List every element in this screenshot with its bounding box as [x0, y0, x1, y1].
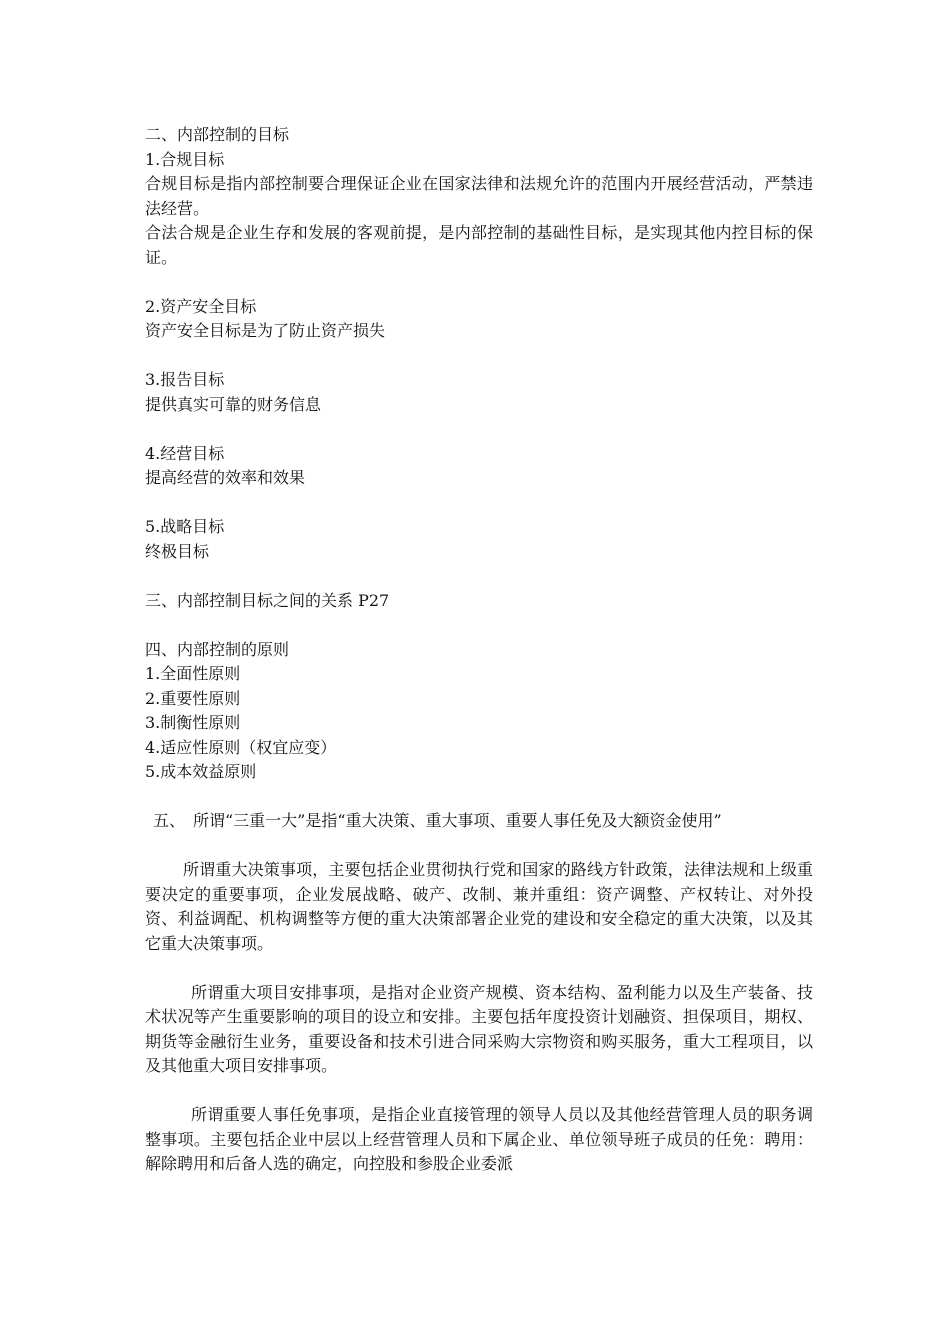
objective-5-text: 终极目标	[145, 541, 210, 561]
objective-2-text: 资产安全目标是为了防止资产损失	[145, 321, 386, 340]
paragraph-major-decisions: 所谓重大决策事项，主要包括企业贯彻执行党和国家的路线方针政策，法律法规和上级重要决定的重要事项，企业发展战略、破产、改制、兼并重组：资产调整、产权转让、对外投资、利益调配、机构调整等方便的重大决策部署企业党的建设和安全稳定的重大决策，以及其它重大决策事项。	[145, 860, 813, 953]
paragraph-personnel-appointments: 所谓重要人事任免事项，是指企业直接管理的领导人员以及其他经营管理人员的职务调整事项。主要包括企业中层以上经营管理人员和下属企业、单位领导班子成员的任免：聘用：解除聘用和后备人选的确定，向控股和参股企业委派	[145, 1105, 813, 1173]
objective-1-paragraph-2: 合法合规是企业生存和发展的客观前提，是内部控制的基础性目标，是实现其他内控目标的保证。	[145, 223, 813, 267]
principle-item: 3.制衡性原则	[145, 713, 241, 732]
section-heading-relationship: 三、内部控制目标之间的关系 P27	[145, 590, 390, 610]
document-page	[145, 123, 813, 1177]
principle-item: 2.重要性原则	[145, 688, 241, 708]
principle-item: 5.成本效益原则	[145, 762, 257, 781]
section-heading-objectives: 二、内部控制的目标	[145, 125, 290, 144]
objective-3-title: 3.报告目标	[145, 370, 225, 389]
objective-4-title: 4.经营目标	[145, 443, 225, 463]
paragraph-major-projects: 所谓重大项目安排事项，是指对企业资产规模、资本结构、盈利能力以及生产装备、技术状况等产生重要影响的项目的设立和安排。主要包括年度投资计划融资、担保项目，期权、期货等金融衍生业务，重要设备和技术引进合同采购大宗物资和购买服务，重大工程项目，以及其他重大项目安排事项。	[145, 982, 813, 1075]
section-heading-principles: 四、内部控制的原则	[145, 639, 290, 659]
principle-item: 4.适应性原则（权宜应变）	[145, 737, 337, 757]
objective-5-title: 5.战略目标	[145, 517, 225, 536]
principle-item: 1.全面性原则	[145, 664, 241, 683]
objective-1-title: 1.合规目标	[145, 149, 225, 169]
section-heading-three-majors: 五、 所谓“三重一大”是指“重大决策、重大事项、重要人事任免及大额资金使用”	[153, 811, 722, 830]
objective-1-paragraph-1: 合规目标是指内部控制要合理保证企业在国家法律和法规允许的范围内开展经营活动，严禁违法经营。	[145, 174, 813, 218]
objective-2-title: 2.资产安全目标	[145, 296, 257, 316]
objective-3-text: 提供真实可靠的财务信息	[145, 394, 322, 414]
objective-4-text: 提高经营的效率和效果	[145, 468, 306, 487]
